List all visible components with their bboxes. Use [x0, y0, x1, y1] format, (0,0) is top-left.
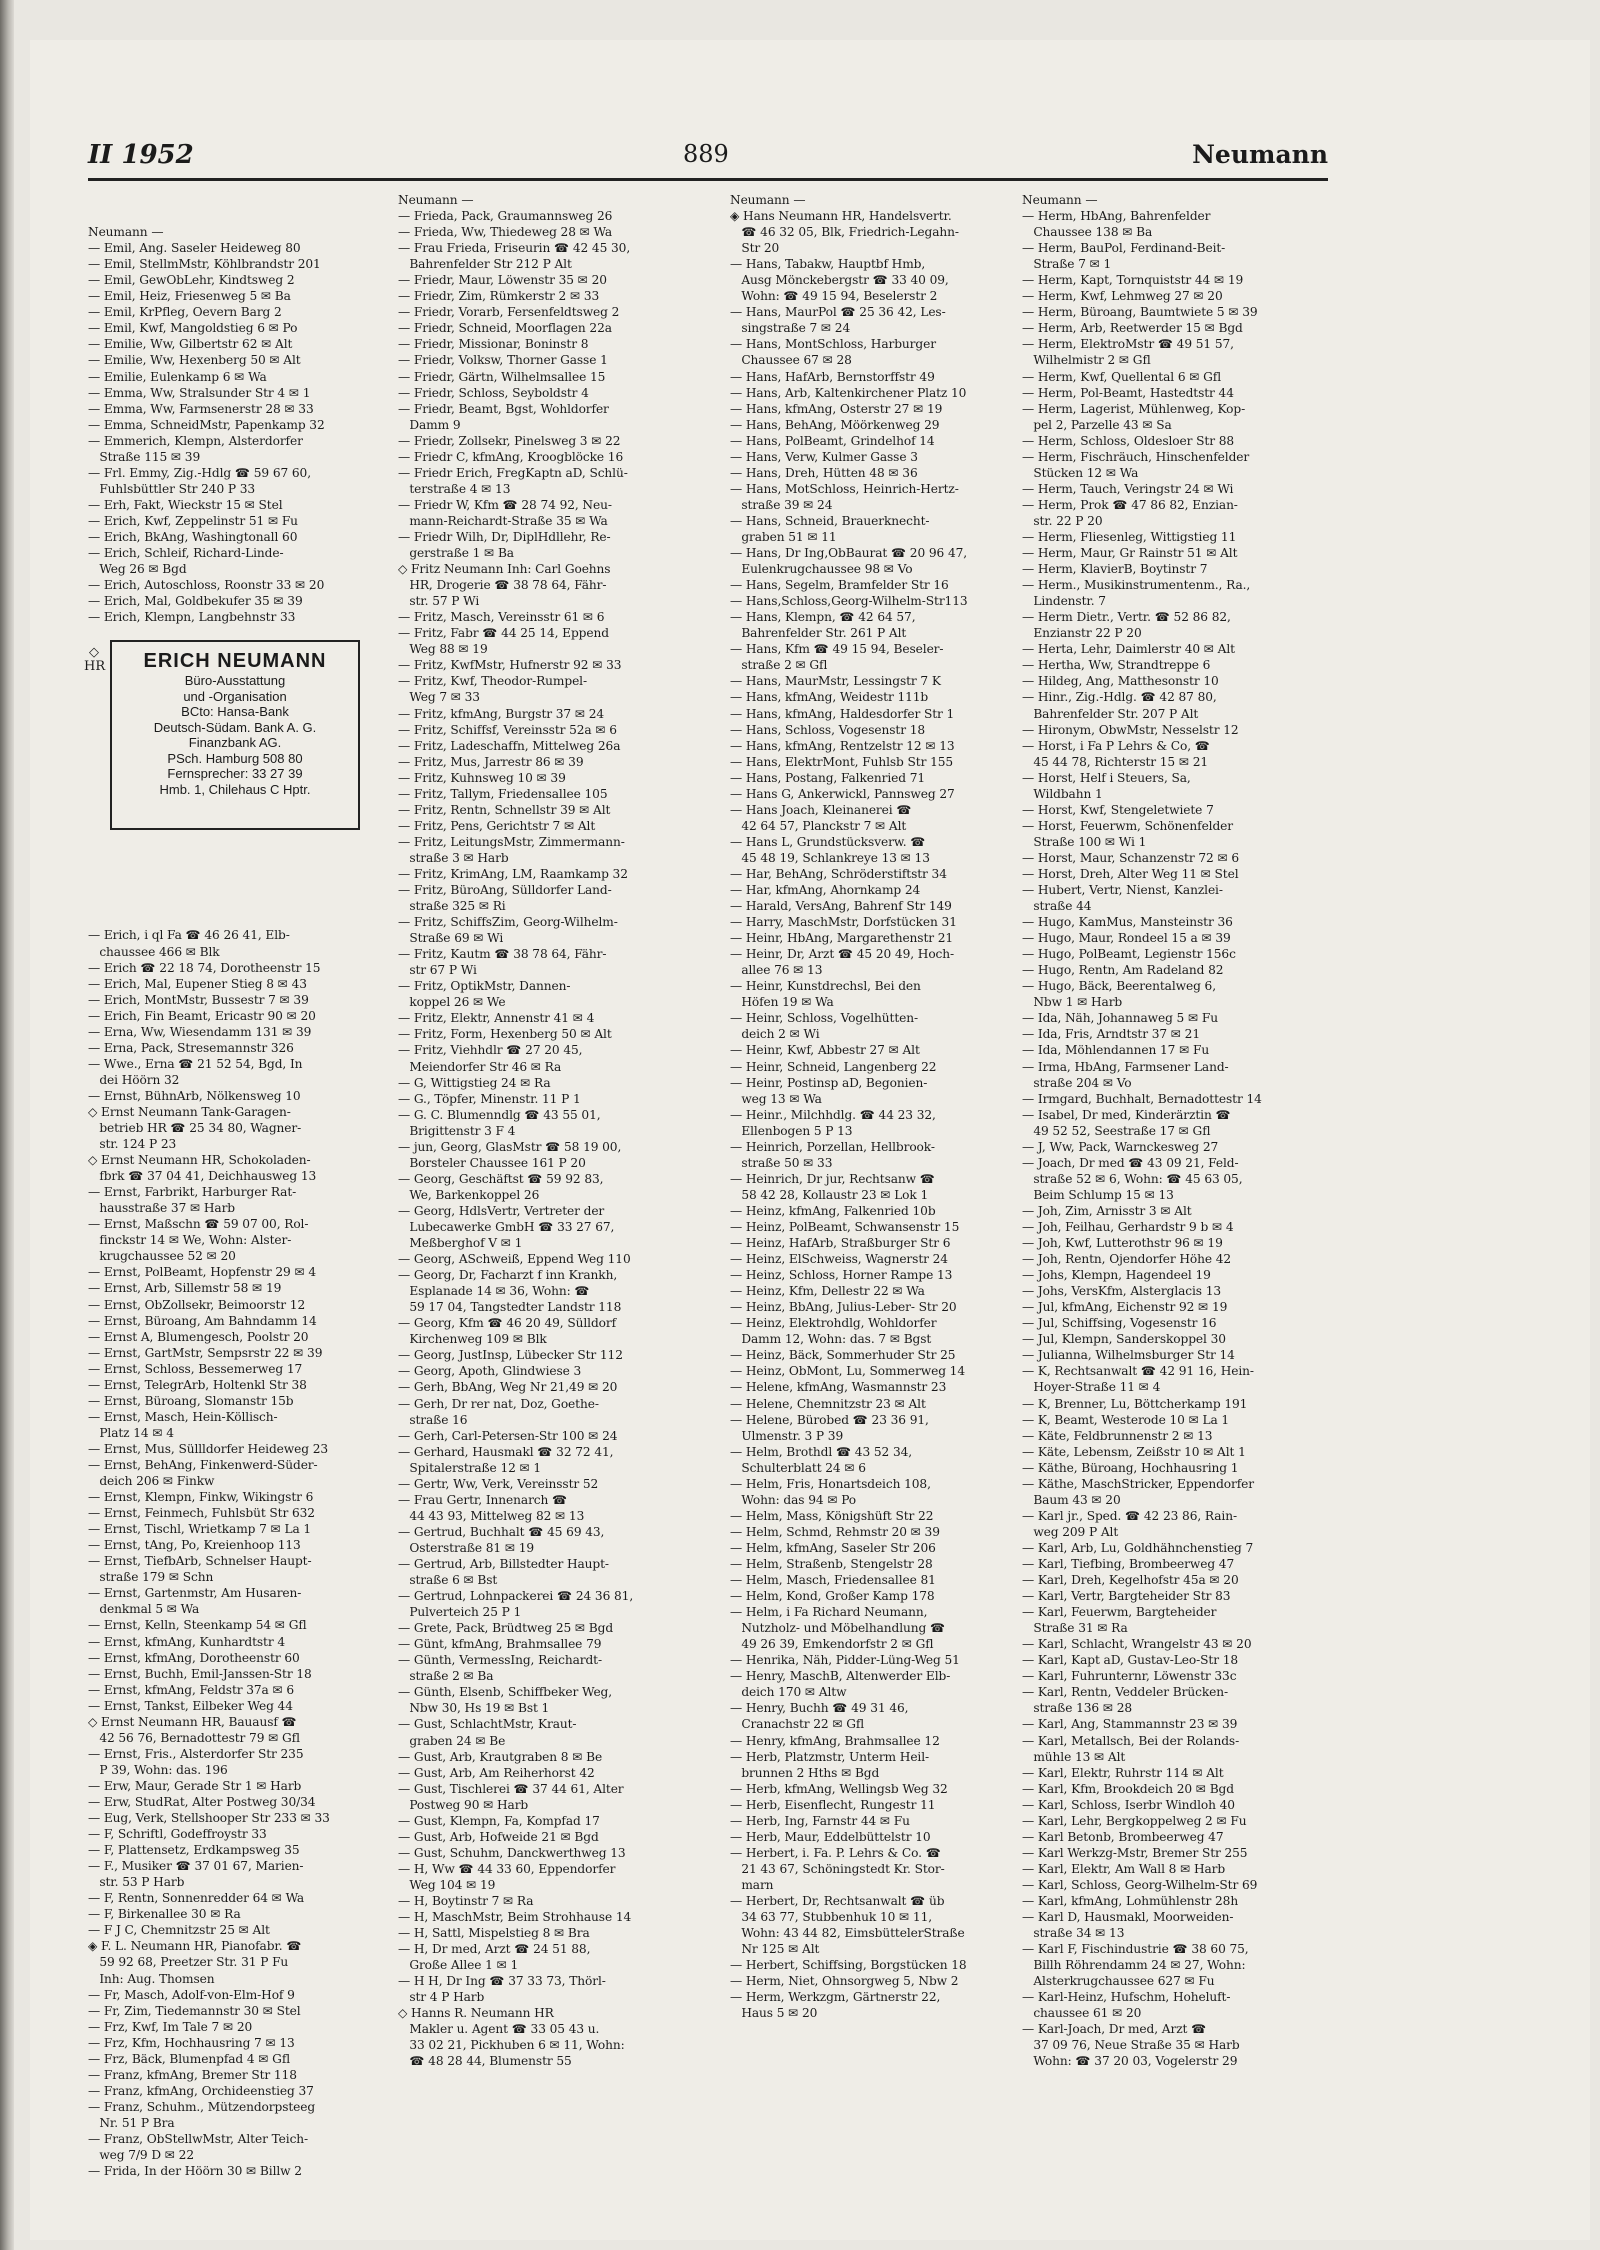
page-number: 889	[683, 140, 729, 168]
advertisement-box	[110, 640, 360, 830]
advertisement-name: ERICH NEUMANN	[143, 650, 327, 672]
book-spine-shadow	[0, 0, 14, 2250]
advertisement-lines: Büro-Ausstattung und -Organisation BCto: Hansa-Bank Deutsch-Südam. Bank A. G. Finanzbank AG. PSch. Hamburg 508 80 Fernsprecher: 33 27 39 Hmb. 1, Chilehaus C Hptr.	[153, 673, 317, 797]
column-1	[88, 192, 388, 2195]
column-3: Neumann — ◈ Hans Neumann HR, Handelsvertr. ☎ 46 32 05, Blk, Friedrich-Legahn- Str 20 — Hans, Tabakw, Hauptbf Hmb, Ausg Mönckebergstr ☎ 33 40 09, Wohn: ☎ 49 15 94, Beselerstr 2 — Hans, MaurPol ☎ 25 36 42, Les- singstraße 7 ✉ 24 — Hans, MontSchloss, Harburger Chaussee 67 ✉ 28 — Hans, HafArb, Bernstorffstr 49 — Hans, Arb, Kaltenkirchener Platz 10 — Hans, kfmAng, Osterstr 27 ✉ 19 — Hans, BehAng, Möörkenweg 29 — Hans, PolBeamt, Grindelhof 14 — Hans, Verw, Kulmer Gasse 3 — Hans, Dreh, Hütten 48 ✉ 36 — Hans, MotSchloss, Heinrich-Hertz- straße 39 ✉ 24 — Hans, Schneid, Brauerknecht- graben 51 ✉ 11 — Hans, Dr Ing,ObBaurat ☎ 20 96 47, Eulenkrugchaussee 98 ✉ Vo — Hans, Segelm, Bramfelder Str 16 — Hans,Schloss,Georg-Wilhelm-Str113 — Hans, Klempn, ☎ 42 64 57, Bahrenfelder Str. 261 P Alt — Hans, Kfm ☎ 49 15 94, Beseler- straße 2 ✉ Gfl — Hans, MaurMstr, Lessingstr 7 K — Hans, kfmAng, Weidestr 111b — Hans, kfmAng, Haldesdorfer Str 1 — Hans, Schloss, Vogesenstr 18 — Hans, kfmAng, Rentzelstr 12 ✉ 13 — Hans, ElektrMont, Fuhlsb Str 155 — Hans, Postang, Falkenried 71 — Hans G, Ankerwickl, Pannsweg 27 — Hans Joach, Kleinanerei ☎ 42 64 57, Planckstr 7 ✉ Alt — Hans L, Grundstücksverw. ☎ 45 48 19, Schlankreye 13 ✉ 13 — Har, BehAng, Schröderstiftstr 34 — Har, kfmAng, Ahornkamp 24 — Harald, VersAng, Bahrenf Str 149 — Harry, MaschMstr, Dorfstücken 31 — Heinr, HbAng, Margarethenstr 21 — Heinr, Dr, Arzt ☎ 45 20 49, Hoch- allee 76 ✉ 13 — Heinr, Kunstdrechsl, Bei den Höfen 19 ✉ Wa — Heinr, Schloss, Vogelhütten- deich 2 ✉ Wi — Heinr, Kwf, Abbestr 27 ✉ Alt — Heinr, Schneid, Langenberg 22 — Heinr, Postinsp aD, Begonien- weg 13 ✉ Wa — Heinr., Milchhdlg. ☎ 44 23 32, Ellenbogen 5 P 13 — Heinrich, Porzellan, Hellbrook- straße 50 ✉ 33 — Heinrich, Dr jur, Rechtsanw ☎ 58 42 28, Kollaustr 23 ✉ Lok 1 — Heinz, kfmAng, Falkenried 10b — Heinz, PolBeamt, Schwansenstr 15 — Heinz, HafArb, Straßburger Str 6 — Heinz, ElSchweiss, Wagnerstr 24 — Heinz, Schloss, Horner Rampe 13 — Heinz, Kfm, Dellestr 22 ✉ Wa — Heinz, BbAng, Julius-Leber- Str 20 — Heinz, Elektrohdlg, Wohldorfer Damm 12, Wohn: das. 7 ✉ Bgst — Heinz, Bäck, Sommerhuder Str 25 — Heinz, ObMont, Lu, Sommerweg 14 — Helene, kfmAng, Wasmannstr 23 — Helene, Chemnitzstr 23 ✉ Alt — Helene, Bürobed ☎ 23 36 91, Ulmenstr. 3 P 39 — Helm, Brothdl ☎ 43 52 34, Schulterblatt 24 ✉ 6 — Helm, Fris, Honartsdeich 108, Wohn: das 94 ✉ Po — Helm, Mass, Königshüft Str 22 — Helm, Schmd, Rehmstr 20 ✉ 39 — Helm, kfmAng, Saseler Str 206 — Helm, Straßenb, Stengelstr 28 — Helm, Masch, Friedensallee 81 — Helm, Kond, Großer Kamp 178 — Helm, i Fa Richard Neumann, Nutzholz- und Möbelhandlung ☎ 49 26 39, Emkendorfstr 2 ✉ Gfl — Henrika, Näh, Pidder-Lüng-Weg 51 — Henry, MaschB, Altenwerder Elb- deich 170 ✉ Altw — Henry, Buchh ☎ 49 31 46, Cranachstr 22 ✉ Gfl — Henry, kfmAng, Brahmsallee 12 — Herb, Platzmstr, Unterm Heil- brunnen 2 Hths ✉ Bgd — Herb, kfmAng, Wellingsb Weg 32 — Herb, Eisenflecht, Rungestr 11 — Herb, Ing, Farnstr 44 ✉ Fu — Herb, Maur, Eddelbüttelstr 10 — Herbert, i. Fa. P. Lehrs & Co. ☎ 21 43 67, Schöningstedt Kr. Stor- marn — Herbert, Dr, Rechtsanwalt ☎ üb 34 63 77, Stubbenhuk 10 ✉ 11, Wohn: 43 44 82, EimsbüttelerStraße Nr 125 ✉ Alt — Herbert, Schiffsing, Borgstücken 18 — Herm, Niet, Ohnsorgweg 5, Nbw 2 — Herm, Werkzgm, Gärtnerstr 22, Haus 5 ✉ 20	[730, 193, 968, 2021]
erich-neumann-advertisement	[84, 640, 390, 838]
column-4: Neumann — — Herm, HbAng, Bahrenfelder Chaussee 138 ✉ Ba — Herm, BauPol, Ferdinand-Beit- Straße 7 ✉ 1 — Herm, Kapt, Tornquiststr 44 ✉ 19 — Herm, Kwf, Lehmweg 27 ✉ 20 — Herm, Büroang, Baumtwiete 5 ✉ 39 — Herm, Arb, Reetwerder 15 ✉ Bgd — Herm, ElektroMstr ☎ 49 51 57, Wilhelmistr 2 ✉ Gfl — Herm, Kwf, Quellental 6 ✉ Gfl — Herm, Pol-Beamt, Hastedtstr 44 — Herm, Lagerist, Mühlenweg, Kop- pel 2, Parzelle 43 ✉ Sa — Herm, Schloss, Oldesloer Str 88 — Herm, Fischräuch, Hinschenfelder Stücken 12 ✉ Wa — Herm, Tauch, Veringstr 24 ✉ Wi — Herm, Prok ☎ 47 86 82, Enzian- str. 22 P 20 — Herm, Fliesenleg, Wittigstieg 11 — Herm, Maur, Gr Rainstr 51 ✉ Alt — Herm, KlavierB, Boytinstr 7 — Herm., Musikinstrumentenm., Ra., Lindenstr. 7 — Herm Dietr., Vertr. ☎ 52 86 82, Enzianstr 22 P 20 — Herta, Lehr, Daimlerstr 40 ✉ Alt — Hertha, Ww, Strandtreppe 6 — Hildeg, Ang, Matthesonstr 10 — Hinr., Zig.-Hdlg. ☎ 42 87 80, Bahrenfelder Str. 207 P Alt — Hironym, ObwMstr, Nesselstr 12 — Horst, i Fa P Lehrs & Co, ☎ 45 44 78, Richterstr 15 ✉ 21 — Horst, Helf i Steuers, Sa, Wildbahn 1 — Horst, Kwf, Stengeletwiete 7 — Horst, Feuerwm, Schönenfelder Straße 100 ✉ Wi 1 — Horst, Maur, Schanzenstr 72 ✉ 6 — Horst, Dreh, Alter Weg 11 ✉ Stel — Hubert, Vertr, Nienst, Kanzlei- straße 44 — Hugo, KamMus, Mansteinstr 36 — Hugo, Maur, Rondeel 15 a ✉ 39 — Hugo, PolBeamt, Legienstr 156c — Hugo, Rentn, Am Radeland 82 — Hugo, Bäck, Beerentalweg 6, Nbw 1 ✉ Harb — Ida, Näh, Johannaweg 5 ✉ Fu — Ida, Fris, Arndtstr 37 ✉ 21 — Ida, Möhlendannen 17 ✉ Fu — Irma, HbAng, Farmsener Land- straße 204 ✉ Vo — Irmgard, Buchhalt, Bernadottestr 14 — Isabel, Dr med, Kinderärztin ☎ 49 52 52, Seestraße 17 ✉ Gfl — J, Ww, Pack, Warnckesweg 27 — Joach, Dr med ☎ 43 09 21, Feld- straße 52 ✉ 6, Wohn: ☎ 45 63 05, Beim Schlump 15 ✉ 13 — Joh, Zim, Arnisstr 3 ✉ Alt — Joh, Feilhau, Gerhardstr 9 b ✉ 4 — Joh, Kwf, Lutterothstr 96 ✉ 19 — Joh, Rentn, Ojendorfer Höhe 42 — Johs, Klempn, Hagendeel 19 — Johs, VersKfm, Alsterglacis 13 — Jul, kfmAng, Eichenstr 92 ✉ 19 — Jul, Schiffsing, Vogesenstr 16 — Jul, Klempn, Sanderskoppel 30 — Julianna, Wilhelmsburger Str 14 — K, Rechtsanwalt ☎ 42 91 16, Hein- Hoyer-Straße 11 ✉ 4 — K, Brenner, Lu, Böttcherkamp 191 — K, Beamt, Westerode 10 ✉ La 1 — Käte, Feldbrunnenstr 2 ✉ 13 — Käte, Lebensm, Zeißstr 10 ✉ Alt 1 — Käthe, Büroang, Hochhausring 1 — Käthe, MaschStricker, Eppendorfer Baum 43 ✉ 20 — Karl jr., Sped. ☎ 42 23 86, Rain- weg 209 P Alt — Karl, Arb, Lu, Goldhähnchenstieg 7 — Karl, Tiefbing, Brombeerweg 47 — Karl, Dreh, Kegelhofstr 45a ✉ 20 — Karl, Vertr, Bargteheider Str 83 — Karl, Feuerwm, Bargteheider Straße 31 ✉ Ra — Karl, Schlacht, Wrangelstr 43 ✉ 20 — Karl, Kapt aD, Gustav-Leo-Str 18 — Karl, Fuhrunternr, Löwenstr 33c — Karl, Rentn, Veddeler Brücken- straße 136 ✉ 28 — Karl, Ang, Stammannstr 23 ✉ 39 — Karl, Metallsch, Bei der Rolands- mühle 13 ✉ Alt — Karl, Elektr, Ruhrstr 114 ✉ Alt — Karl, Kfm, Brookdeich 20 ✉ Bgd — Karl, Schloss, Iserbr Windloh 40 — Karl, Lehr, Bergkoppelweg 2 ✉ Fu — Karl Betonb, Brombeerweg 47 — Karl Werkzg-Mstr, Bremer Str 255 — Karl, Elektr, Am Wall 8 ✉ Harb — Karl, Schloss, Georg-Wilhelm-Str 69 — Karl, kfmAng, Lohmühlenstr 28h — Karl D, Hausmakl, Moorweiden- straße 34 ✉ 13 — Karl F, Fischindustrie ☎ 38 60 75, Billh Röhrendamm 24 ✉ 27, Wohn: Alsterkrugchaussee 627 ✉ Fu — Karl-Heinz, Hufschm, Hoheluft- chaussee 61 ✉ 20 — Karl-Joach, Dr med, Arzt ☎ 37 09 76, Neue Straße 35 ✉ Harb Wohn: ☎ 37 20 03, Vogelerstr 29	[1022, 193, 1262, 2069]
page-header	[88, 140, 1328, 174]
column-1-entries-bottom: — Erich, i ql Fa ☎ 46 26 41, Elb- chaussee 466 ✉ Blk — Erich ☎ 22 18 74, Dorotheenstr 15 — Erich, Mal, Eupener Stieg 8 ✉ 43 — Erich, MontMstr, Bussestr 7 ✉ 39 — Erich, Fin Beamt, Ericastr 90 ✉ 20 — Erna, Ww, Wiesendamm 131 ✉ 39 — Erna, Pack, Stresemannstr 326 — Wwe., Erna ☎ 21 52 54, Bgd, In dei Höörn 32 — Ernst, BühnArb, Nölkensweg 10 ◇ Ernst Neumann Tank-Garagen- betrieb HR ☎ 25 34 80, Wagner- str. 124 P 23 ◇ Ernst Neumann HR, Schokoladen- fbrk ☎ 37 04 41, Deichhausweg 13 — Ernst, Farbrikt, Harburger Rat- hausstraße 37 ✉ Harb — Ernst, Maßschn ☎ 59 07 00, Rol- finckstr 14 ✉ We, Wohn: Alster- krugchaussee 52 ✉ 20 — Ernst, PolBeamt, Hopfenstr 29 ✉ 4 — Ernst, Arb, Sillemstr 58 ✉ 19 — Ernst, ObZollsekr, Beimoorstr 12 — Ernst, Büroang, Am Bahndamm 14 — Ernst A, Blumengesch, Poolstr 20 — Ernst, GartMstr, Sempsrstr 22 ✉ 39 — Ernst, Schloss, Bessemerweg 17 — Ernst, TelegrArb, Holtenkl Str 38 — Ernst, Büroang, Slomanstr 15b — Ernst, Masch, Hein-Köllisch- Platz 14 ✉ 4 — Ernst, Mus, Süllldorfer Heideweg 23 — Ernst, BehAng, Finkenwerd-Süder- deich 206 ✉ Finkw — Ernst, Klempn, Finkw, Wikingstr 6 — Ernst, Feinmech, Fuhlsbüt Str 632 — Ernst, Tischl, Wrietkamp 7 ✉ La 1 — Ernst, tAng, Po, Kreienhoop 113 — Ernst, TiefbArb, Schnelser Haupt- straße 179 ✉ Schn — Ernst, Gartenmstr, Am Husaren- denkmal 5 ✉ Wa — Ernst, Kelln, Steenkamp 54 ✉ Gfl — Ernst, kfmAng, Kunhardtstr 4 — Ernst, kfmAng, Dorotheenstr 60 — Ernst, Buchh, Emil-Janssen-Str 18 — Ernst, kfmAng, Feldstr 37a ✉ 6 — Ernst, Tankst, Eilbeker Weg 44 ◇ Ernst Neumann HR, Bauausf ☎ 42 56 76, Bernadottestr 79 ✉ Gfl — Ernst, Fris., Alsterdorfer Str 235 P 39, Wohn: das. 196 — Erw, Maur, Gerade Str 1 ✉ Harb — Erw, StudRat, Alter Postweg 30/34 — Eug, Verk, Stellshooper Str 233 ✉ 33 — F, Schriftl, Godeffroystr 33 — F, Plattensetz, Erdkampsweg 35 — F., Musiker ☎ 37 01 67, Marien- str. 53 P Harb — F, Rentn, Sonnenredder 64 ✉ Wa — F, Birkenallee 30 ✉ Ra — F J C, Chemnitzstr 25 ✉ Alt ◈ F. L. Neumann HR, Pianofabr. ☎ 59 92 68, Preetzer Str. 31 P Fu Inh: Aug. Thomsen — Fr, Masch, Adolf-von-Elm-Hof 9 — Fr, Zim, Tiedemannstr 30 ✉ Stel — Frz, Kwf, Im Tale 7 ✉ 20 — Frz, Kfm, Hochhausring 7 ✉ 13 — Frz, Bäck, Blumenpfad 4 ✉ Gfl — Franz, kfmAng, Bremer Str 118 — Franz, kfmAng, Orchideenstieg 37 — Franz, Schuhm., Mützendorpsteeg Nr. 51 P Bra — Franz, ObStellwMstr, Alter Teich- weg 7/9 D ✉ 22 — Frida, In der Höörn 30 ✉ Billw 2	[88, 928, 330, 2179]
header-volume-year: II 1952	[88, 140, 194, 170]
column-1-entries-top: Neumann — — Emil, Ang. Saseler Heideweg 80 — Emil, StellmMstr, Köhlbrandstr 201 — Emil, GewObLehr, Kindtsweg 2 — Emil, Heiz, Friesenweg 5 ✉ Ba — Emil, KrPfleg, Oevern Barg 2 — Emil, Kwf, Mangoldstieg 6 ✉ Po — Emilie, Ww, Gilbertstr 62 ✉ Alt — Emilie, Ww, Hexenberg 50 ✉ Alt — Emilie, Eulenkamp 6 ✉ Wa — Emma, Ww, Stralsunder Str 4 ✉ 1 — Emma, Ww, Farmsenerstr 28 ✉ 33 — Emma, SchneidMstr, Papenkamp 32 — Emmerich, Klempn, Alsterdorfer Straße 115 ✉ 39 — Frl. Emmy, Zig.-Hdlg ☎ 59 67 60, Fuhlsbüttler Str 240 P 33 — Erh, Fakt, Wieckstr 15 ✉ Stel — Erich, Kwf, Zeppelinstr 51 ✉ Fu — Erich, BkAng, Washingtonall 60 — Erich, Schleif, Richard-Linde- Weg 26 ✉ Bgd — Erich, Autoschloss, Roonstr 33 ✉ 20 — Erich, Mal, Goldbekufer 35 ✉ 39 — Erich, Klempn, Langbehnstr 33	[88, 225, 325, 625]
column-2: Neumann — — Frieda, Pack, Graumannsweg 26 — Frieda, Ww, Thiedeweg 28 ✉ Wa — Frau Frieda, Friseurin ☎ 42 45 30, Bahrenfelder Str 212 P Alt — Friedr, Maur, Löwenstr 35 ✉ 20 — Friedr, Zim, Rümkerstr 2 ✉ 33 — Friedr, Vorarb, Fersenfeldtsweg 2 — Friedr, Schneid, Moorflagen 22a — Friedr, Missionar, Boninstr 8 — Friedr, Volksw, Thorner Gasse 1 — Friedr, Gärtn, Wilhelmsallee 15 — Friedr, Schloss, Seyboldstr 4 — Friedr, Beamt, Bgst, Wohldorfer Damm 9 — Friedr, Zollsekr, Pinelsweg 3 ✉ 22 — Friedr C, kfmAng, Kroogblöcke 16 — Friedr Erich, FregKaptn aD, Schlü- terstraße 4 ✉ 13 — Friedr W, Kfm ☎ 28 74 92, Neu- mann-Reichardt-Straße 35 ✉ Wa — Friedr Wilh, Dr, DiplHdllehr, Re- gerstraße 1 ✉ Ba ◇ Fritz Neumann Inh: Carl Goehns HR, Drogerie ☎ 38 78 64, Fähr- str. 57 P Wi — Fritz, Masch, Vereinsstr 61 ✉ 6 — Fritz, Fabr ☎ 44 25 14, Eppend Weg 88 ✉ 19 — Fritz, KwfMstr, Hufnerstr 92 ✉ 33 — Fritz, Kwf, Theodor-Rumpel- Weg 7 ✉ 33 — Fritz, kfmAng, Burgstr 37 ✉ 24 — Fritz, Schiffsf, Vereinsstr 52a ✉ 6 — Fritz, Ladeschaffn, Mittelweg 26a — Fritz, Mus, Jarrestr 86 ✉ 39 — Fritz, Kuhnsweg 10 ✉ 39 — Fritz, Tallym, Friedensallee 105 — Fritz, Rentn, Schnellstr 39 ✉ Alt — Fritz, Pens, Gerichtstr 7 ✉ Alt — Fritz, LeitungsMstr, Zimmermann- straße 3 ✉ Harb — Fritz, KrimAng, LM, Raamkamp 32 — Fritz, BüroAng, Sülldorfer Land- straße 325 ✉ Ri — Fritz, SchiffsZim, Georg-Wilhelm- Straße 69 ✉ Wi — Fritz, Kautm ☎ 38 78 64, Fähr- str 67 P Wi — Fritz, OptikMstr, Dannen- koppel 26 ✉ We — Fritz, Elektr, Annenstr 41 ✉ 4 — Fritz, Form, Hexenberg 50 ✉ Alt — Fritz, Viehhdlr ☎ 27 20 45, Meiendorfer Str 46 ✉ Ra — G, Wittigstieg 24 ✉ Ra — G., Töpfer, Minenstr. 11 P 1 — G. C. Blumenndlg ☎ 43 55 01, Brigittenstr 3 F 4 — jun, Georg, GlasMstr ☎ 58 19 00, Borsteler Chaussee 161 P 20 — Georg, Geschäftst ☎ 59 92 83, We, Barkenkoppel 26 — Georg, HdlsVertr, Vertreter der Lubecawerke GmbH ☎ 33 27 67, Meßberghof V ✉ 1 — Georg, ASchweiß, Eppend Weg 110 — Georg, Dr, Facharzt f inn Krankh, Esplanade 14 ✉ 36, Wohn: ☎ 59 17 04, Tangstedter Landstr 118 — Georg, Kfm ☎ 46 20 49, Sülldorf Kirchenweg 109 ✉ Blk — Georg, JustInsp, Lübecker Str 112 — Georg, Apoth, Glindwiese 3 — Gerh, BbAng, Weg Nr 21,49 ✉ 20 — Gerh, Dr rer nat, Doz, Goethe- straße 16 — Gerh, Carl-Petersen-Str 100 ✉ 24 — Gerhard, Hausmakl ☎ 32 72 41, Spitalerstraße 12 ✉ 1 — Gertr, Ww, Verk, Vereinsstr 52 — Frau Gertr, Innenarch ☎ 44 43 93, Mittelweg 82 ✉ 13 — Gertrud, Buchhalt ☎ 45 69 43, Osterstraße 81 ✉ 19 — Gertrud, Arb, Billstedter Haupt- straße 6 ✉ Bst — Gertrud, Lohnpackerei ☎ 24 36 81, Pulverteich 25 P 1 — Grete, Pack, Brüdtweg 25 ✉ Bgd — Günt, kfmAng, Brahmsallee 79 — Günth, VermessIng, Reichardt- straße 2 ✉ Ba — Günth, Elsenb, Schiffbeker Weg, Nbw 30, Hs 19 ✉ Bst 1 — Gust, SchlachtMstr, Kraut- graben 24 ✉ Be — Gust, Arb, Krautgraben 8 ✉ Be — Gust, Arb, Am Reiherhorst 42 — Gust, Tischlerei ☎ 37 44 61, Alter Postweg 90 ✉ Harb — Gust, Klempn, Fa, Kompfad 17 — Gust, Arb, Hofweide 21 ✉ Bgd — Gust, Schuhm, Danckwerthweg 13 — H, Ww ☎ 44 33 60, Eppendorfer Weg 104 ✉ 19 — H, Boytinstr 7 ✉ Ra — H, MaschMstr, Beim Strohhause 14 — H, Sattl, Mispelstieg 8 ✉ Bra — H, Dr med, Arzt ☎ 24 51 88, Große Allee 1 ✉ 1 — H H, Dr Ing ☎ 37 33 73, Thörl- str 4 P Harb ◇ Hanns R. Neumann HR Makler u. Agent ☎ 33 05 43 u. 33 02 21, Pickhuben 6 ✉ 11, Wohn: ☎ 48 28 44, Blumenstr 55	[398, 193, 634, 2069]
header-rule	[88, 178, 1328, 181]
hr-diamond-mark: ◇ HR	[84, 645, 106, 674]
header-surname: Neumann	[1192, 140, 1328, 169]
